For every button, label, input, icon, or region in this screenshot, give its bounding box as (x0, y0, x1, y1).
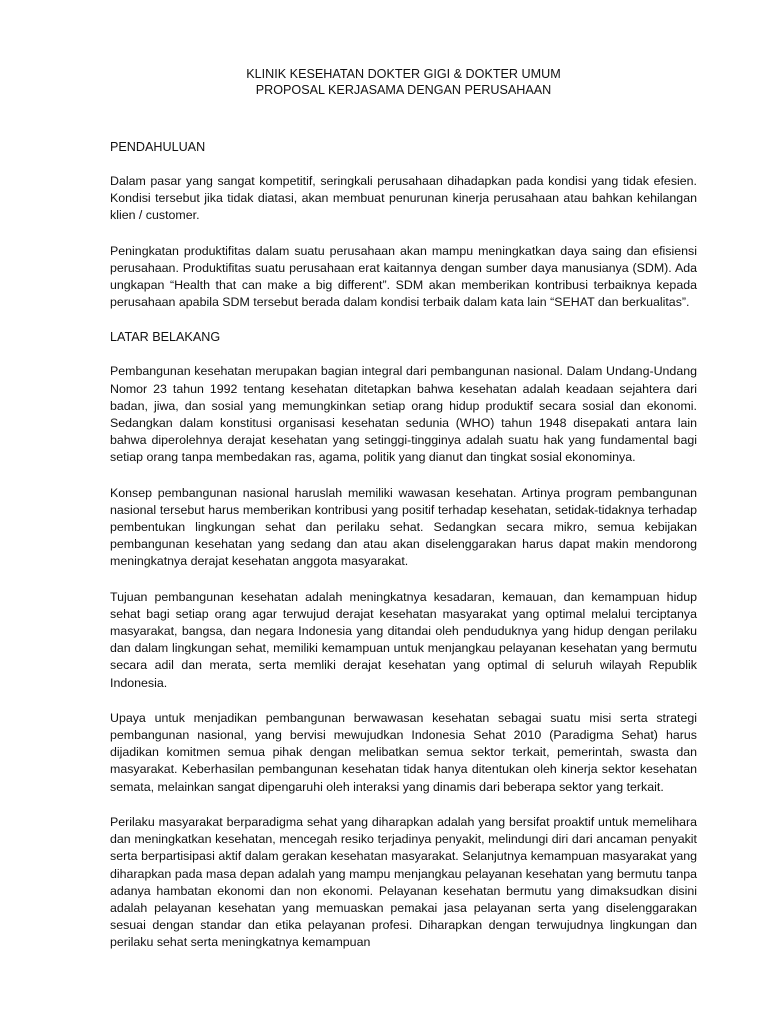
paragraph: Tujuan pembangunan kesehatan adalah meningkatnya kesadaran, kemauan, dan kemampuan hidup sehat bagi setiap orang agar terwujud derajat kesehatan masyarakat yang optimal melalui terciptanya masyarakat, bangsa, dan negara Indonesia yang ditandai oleh penduduknya yang hidup dengan perilaku dan dalam lingkungan sehat, memiliki kemampuan untuk menjangkau pelayanan kesehatan yang bermutu secara adil dan merata, serta memliki derajat kesehatan yang optimal di seluruh wilayah Republik Indonesia. (110, 589, 697, 690)
paragraph: Perilaku masyarakat berparadigma sehat yang diharapkan adalah yang bersifat proaktif untuk memelihara dan meningkatkan kesehatan, mencegah resiko terjadinya penyakit, melindungi diri dari ancaman penyakit serta berpartisipasi aktif dalam gerakan kesehatan masyarakat. Selanjutnya kemampuan masyarakat yang diharapkan pada masa depan adalah yang mampu menjangkau pelayanan kesehatan yang bermutu tanpa adanya hambatan ekonomi dan non ekonomi. Pelayanan kesehatan bermutu yang dimaksudkan disini adalah pelayanan kesehatan yang memuaskan pemakai jasa pelayanan serta yang diselenggarakan sesuai dengan standar dan etika pelayanan profesi. Diharapkan dengan terwujudnya lingkungan dan perilaku sehat serta meningkatnya kemampuan (110, 814, 697, 950)
section-heading-pendahuluan: PENDAHULUAN (110, 140, 206, 154)
document-title-line-2: PROPOSAL KERJASAMA DENGAN PERUSAHAAN (255, 83, 552, 97)
paragraph: Upaya untuk menjadikan pembangunan berwawasan kesehatan sebagai suatu misi serta strategi pembangunan nasional, yang bervisi mewujudkan Indonesia Sehat 2010 (Paradigma Sehat) harus dijadikan komitmen semua pihak dengan melibatkan semua sektor terkait, pemerintah, swasta dan masyarakat. Keberhasilan pembangunan kesehatan tidak hanya ditentukan oleh kinerja sektor kesehatan semata, melainkan sangat dipengaruhi oleh interaksi yang dinamis dari beberapa sektor yang terkait. (110, 710, 697, 794)
document-title-line-1: KLINIK KESEHATAN DOKTER GIGI & DOKTER UMUM (246, 67, 561, 81)
section-heading-latar-belakang: LATAR BELAKANG (110, 330, 221, 345)
paragraph: Peningkatan produktifitas dalam suatu perusahaan akan mampu meningkatkan daya saing dan efisiensi perusahaan. Produktifitas suatu perusahaan erat kaitannya dengan sumber daya manusianya (SDM). Ada ungkapan “Health that can make a big different”. SDM akan memberikan kontribusi terbaiknya kepada perusahaan apabila SDM tersebut berada dalam kondisi terbaik dalam kata lain “SEHAT dan berkualitas”. (110, 243, 697, 310)
paragraph: Dalam pasar yang sangat kompetitif, seringkali perusahaan dihadapkan pada kondisi yang tidak efesien. Kondisi tersebut jika tidak diatasi, akan membuat penurunan kinerja perusahaan atau bahkan kehilangan klien / customer. (110, 174, 697, 223)
paragraph: Konsep pembangunan nasional haruslah memiliki wawasan kesehatan. Artinya program pembangunan nasional tersebut harus memberikan kontribusi yang positif terhadap kesehatan, setidak-tidaknya terhadap pembentukan lingkungan sehat dan perilaku sehat. Sedangkan secara mikro, semua kebijakan pembangunan kesehatan yang sedang dan atau akan diselenggarakan harus dapat makin mendorong meningkatnya derajat kesehatan anggota masyarakat. (110, 485, 697, 569)
paragraph: Pembangunan kesehatan merupakan bagian integral dari pembangunan nasional. Dalam Undang-Undang Nomor 23 tahun 1992 tentang kesehatan ditetapkan bahwa kesehatan adalah keadaan sejahtera dari badan, jiwa, dan sosial yang memungkinkan setiap orang hidup produktif secara sosial dan ekonomi. Sedangkan dalam konstitusi organisasi kesehatan sedunia (WHO) tahun 1948 disepakati antara lain bahwa diperolehnya derajat kesehatan yang setinggi-tingginya adalah suatu hak yang fundamental bagi setiap orang tanpa membedakan ras, agama, politik yang dianut dan tingkat sosial ekonominya. (110, 364, 697, 465)
